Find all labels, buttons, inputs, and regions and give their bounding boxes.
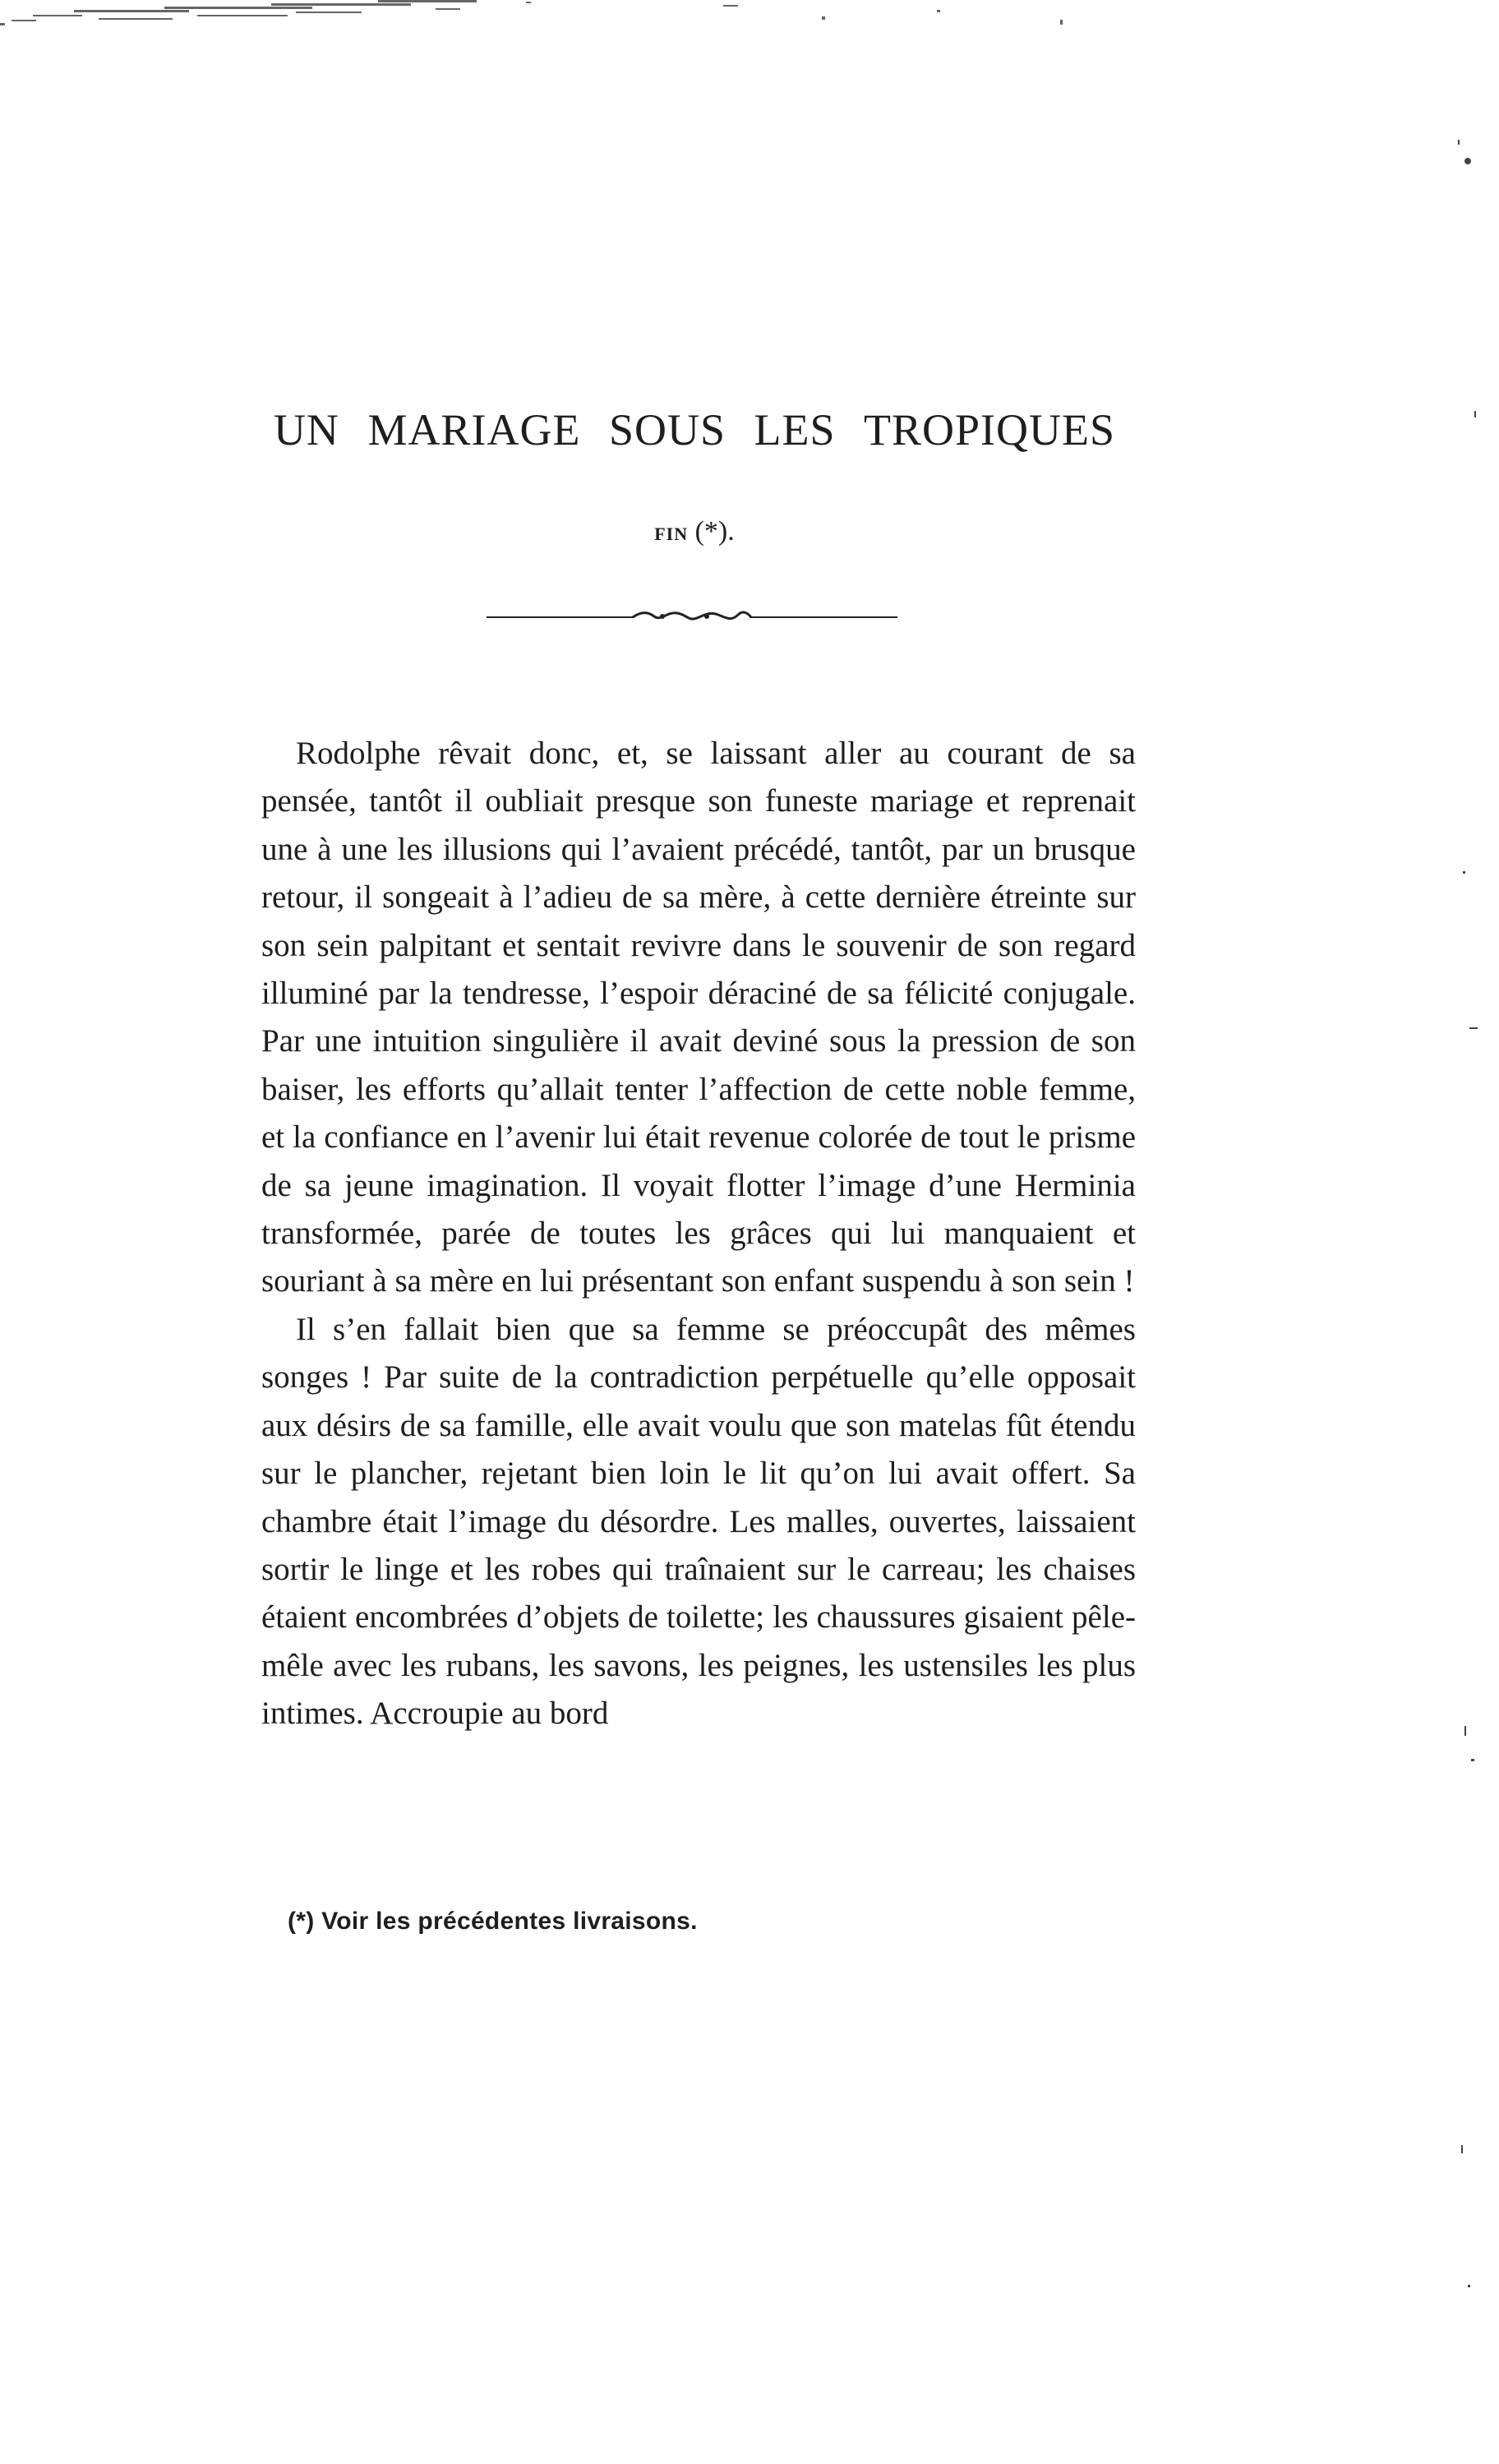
chapter-title: [0, 401, 1389, 459]
subtitle-fin: FIN: [654, 524, 689, 544]
chapter-subtitle: [0, 511, 1389, 555]
footnote-reference: (*).: [694, 516, 735, 547]
title-word: UN: [273, 405, 339, 455]
scan-noise-right-edge: [1450, 0, 1499, 2464]
scan-noise-top: [0, 0, 1499, 74]
ornamental-rule: [487, 605, 897, 630]
title-word: MARIAGE: [367, 405, 581, 455]
paragraph: Rodolphe rêvait donc, et, se laissant aller au courant de sa pensée, tantôt il oubliait presque son funeste mariage et reprenait une à une les illusions qui l’avaient précédé, tantôt, par un brusque retour, il songeait à l’adieu de sa mère, à cette dernière étreinte sur son sein palpitant et sentait revivre dans le souvenir de son regard illuminé par la tendresse, l’espoir déraciné de sa félicité conjugale. Par une intuition singulière il avait deviné sous la pression de son baiser, les efforts qu’allait tenter l’affection de cette noble femme, et la confiance en l’avenir lui était revenue colorée de tout le prisme de sa jeune imagination. Il voyait flotter l’image d’une Herminia transformée, parée de toutes les grâces qui lui manquaient et souriant à sa mère en lui présentant son enfant suspendu à son sein !: [261, 736, 1136, 1299]
body-text: [261, 730, 1136, 1738]
paragraph: Il s’en fallait bien que sa femme se préoccupât des mêmes songes ! Par suite de la contradiction perpétuelle qu’elle opposait aux désirs de sa famille, elle avait voulu que son matelas fût étendu sur le plancher, rejetant bien loin le lit qu’on lui avait offert. Sa chambre était l’image du désordre. Les malles, ouvertes, laissaient sortir le linge et les robes qui traînaient sur le carreau; les chaises étaient encombrées d’objets de toilette; les chaussures gisaient pêle-mêle avec les rubans, les savons, les peignes, les ustensiles les plus intimes. Accroupie au bord: [261, 1311, 1136, 1732]
title-word: TROPIQUES: [864, 405, 1116, 455]
footnote: (*) Voir les précédentes livraisons.: [288, 1908, 698, 1935]
title-word: SOUS: [608, 405, 726, 455]
title-word: LES: [754, 405, 836, 455]
